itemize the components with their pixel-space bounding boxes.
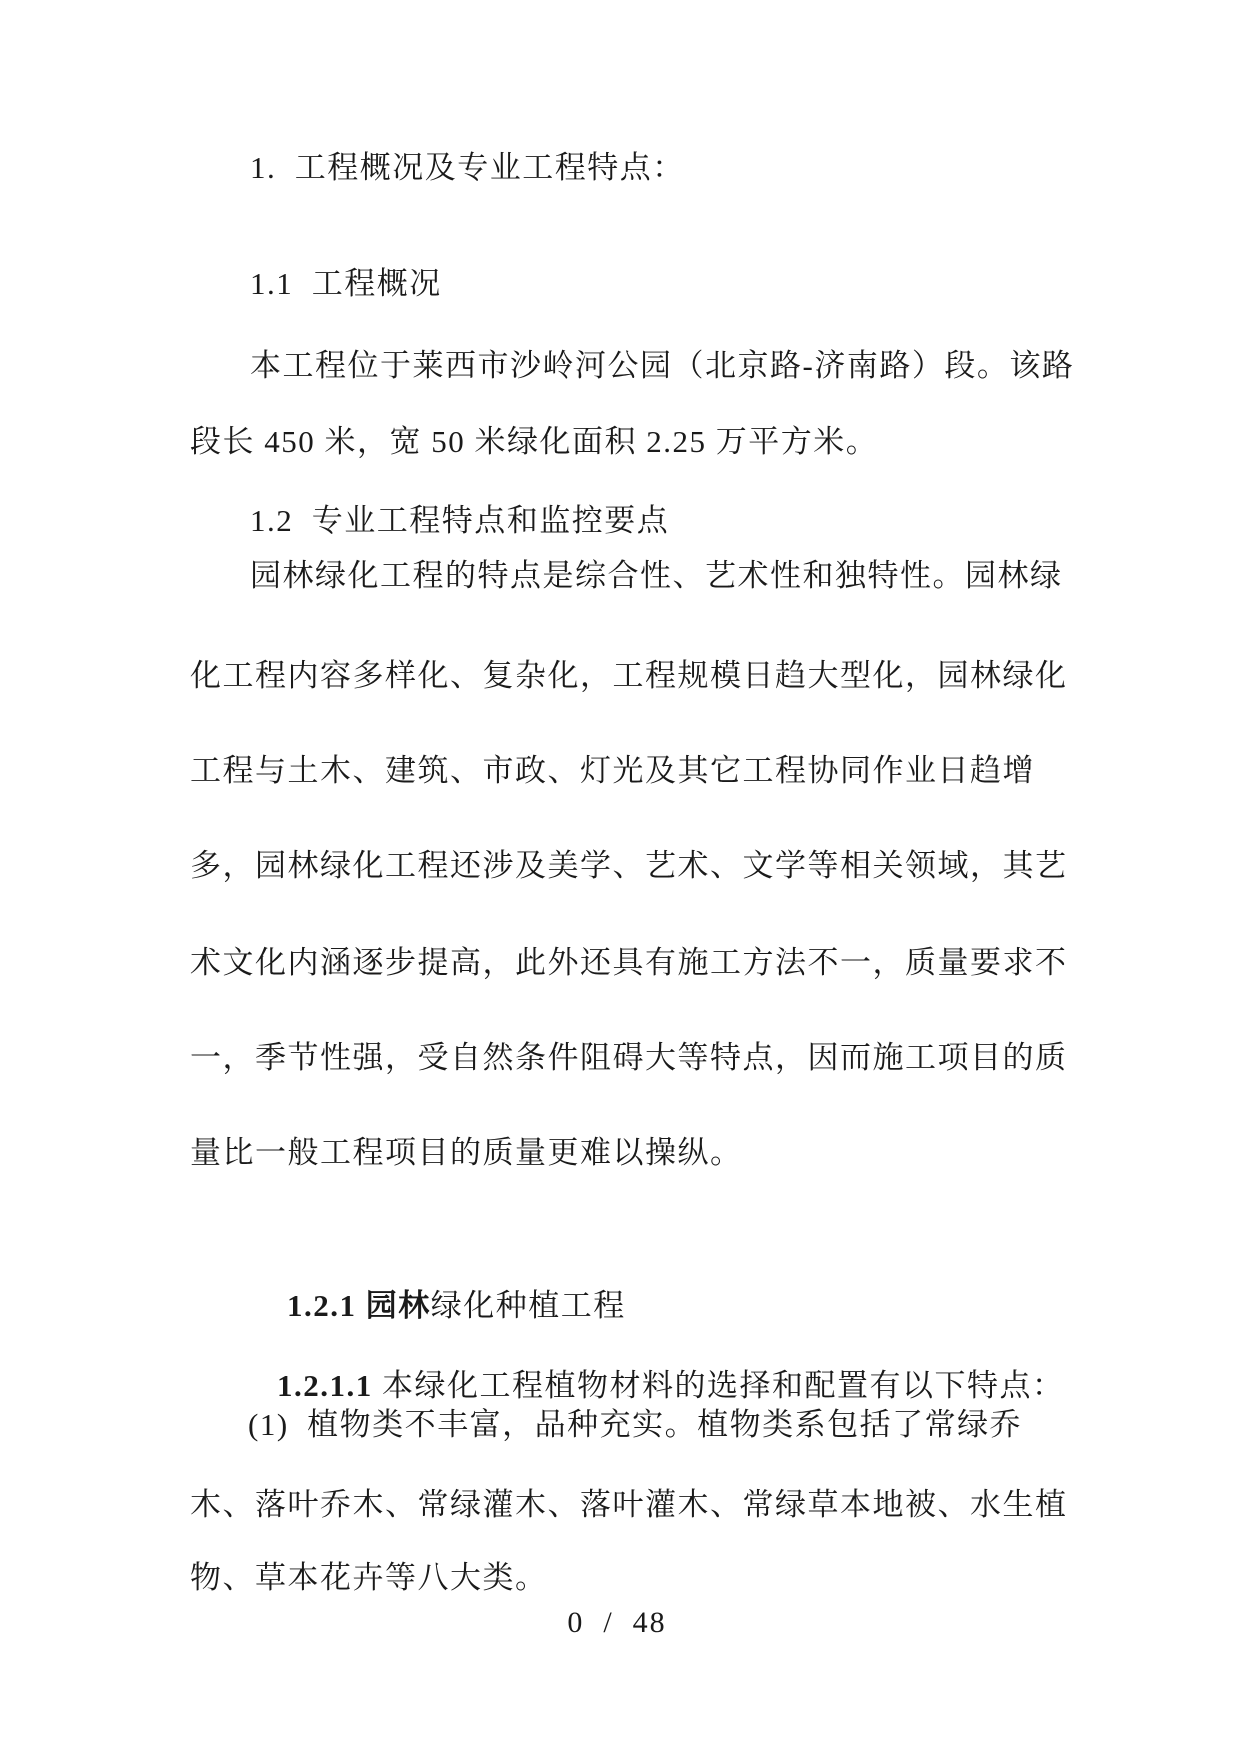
heading-1-2-1-regular-part: 绿化种植工程	[430, 1288, 626, 1323]
footer-page-number: 0 / 48	[567, 1606, 667, 1639]
heading-1-2: 1.2 专业工程特点和监控要点	[250, 503, 670, 538]
para-overview-line-2: 段长 450 米，宽 50 米绿化面积 2.25 万平方米。	[190, 424, 879, 459]
para-features-line-7: 量比一般工程项目的质量更难以操纵。	[190, 1135, 743, 1170]
heading-1-1: 1.1 工程概况	[250, 266, 442, 301]
para-plants-line-1: (1) 植物类不丰富，品种充实。植物类系包括了常绿乔	[248, 1407, 1023, 1442]
heading-1: 1. 工程概况及专业工程特点：	[250, 150, 685, 185]
heading-1-2-1-1-bold-part: 1.2.1.1	[277, 1368, 382, 1403]
para-features-line-4: 多，园林绿化工程还涉及美学、艺术、文学等相关领域，其艺	[190, 848, 1068, 883]
para-features-line-1: 园林绿化工程的特点是综合性、艺术性和独特性。园林绿	[250, 558, 1063, 593]
para-features-line-2: 化工程内容多样化、复杂化，工程规模日趋大型化，园林绿化	[190, 658, 1068, 693]
heading-1-2-1-1-regular-part: 本绿化工程植物材料的选择和配置有以下特点：	[382, 1368, 1065, 1403]
para-features-line-3: 工程与土木、建筑、市政、灯光及其它工程协同作业日趋增	[190, 753, 1035, 788]
para-overview-line-1: 本工程位于莱西市沙岭河公园（北京路-济南路）段。该路	[250, 348, 1075, 383]
heading-1-2-1-bold-part: 1.2.1 园林	[287, 1288, 431, 1323]
para-features-line-5: 术文化内涵逐步提高，此外还具有施工方法不一，质量要求不	[190, 945, 1068, 980]
para-plants-line-3: 物、草本花卉等八大类。	[190, 1560, 548, 1595]
para-plants-line-2: 木、落叶乔木、常绿灌木、落叶灌木、常绿草本地被、水生植	[190, 1487, 1068, 1522]
para-features-line-6: 一，季节性强，受自然条件阻碍大等特点，因而施工项目的质	[190, 1040, 1068, 1075]
